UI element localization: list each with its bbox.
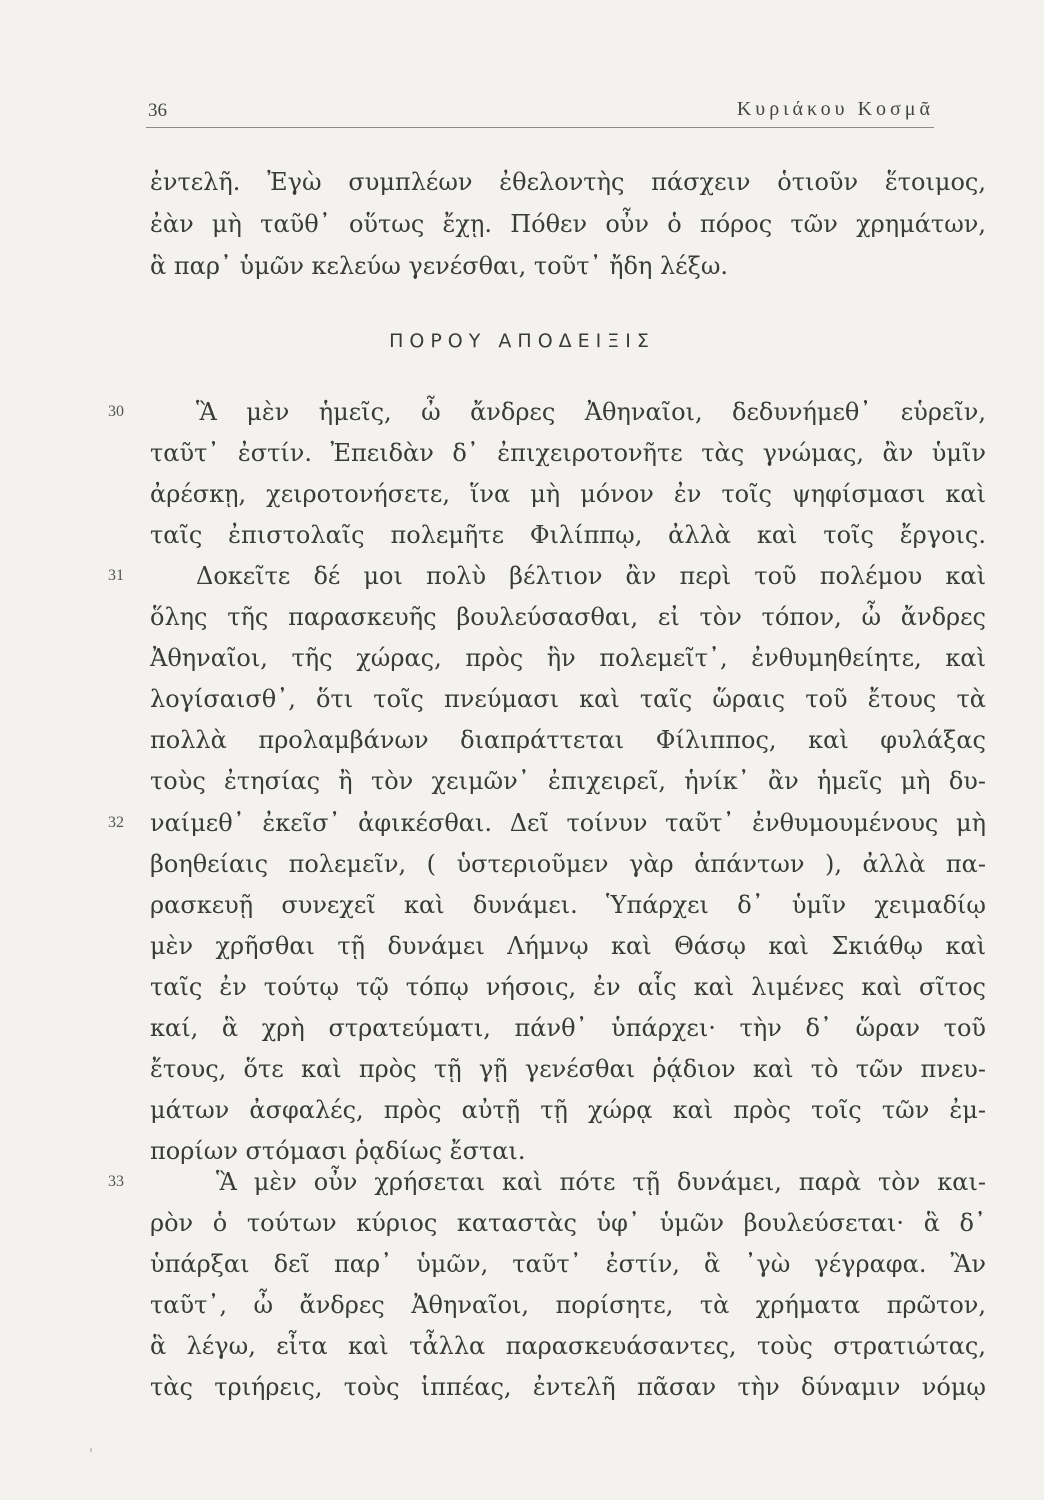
text-line: Ἀθηναῖοι, τῆς χώρας, πρὸς ἣν πολεμεῖτ᾽, ἐνθυμηθείητε, καὶ [150,644,986,672]
text-line: ὑπάρξαι δεῖ παρ᾽ ὑμῶν, ταῦτ᾽ ἐστίν, ἃ ᾽γὼ γέγραφα. Ἂν [150,1250,986,1278]
text-line: ταῖς ἐπιστολαῖς πολεμῆτε Φιλίππῳ, ἀλλὰ καὶ τοῖς ἔργοις. [150,521,986,549]
text-line: ἀρέσκῃ, χειροτονήσετε, ἵνα μὴ μόνον ἐν τοῖς ψηφίσμασι καὶ [150,480,986,508]
margin-section-number: 33 [108,1173,124,1190]
text-line: Ἃ μὲν ἡμεῖς, ὦ ἄνδρες Ἀθηναῖοι, δεδυνήμεθ᾽ εὑρεῖν, [196,398,986,426]
text-line: μὲν χρῆσθαι τῇ δυνάμει Λήμνῳ καὶ Θάσῳ καὶ Σκιάθῳ καὶ [150,932,986,960]
text-line: τοὺς ἐτησίας ἢ τὸν χειμῶν᾽ ἐπιχειρεῖ, ἡνίκ᾽ ἂν ἡμεῖς μὴ δυ- [150,767,986,795]
margin-section-number: 32 [108,814,124,831]
section-heading: ΠΟΡΟΥ ΑΠΟΔΕΙΞΙΣ [389,330,655,352]
text-line: Ἃ μὲν οὖν χρήσεται καὶ πότε τῇ δυνάμει, παρὰ τὸν και- [216,1168,986,1196]
text-line: Δοκεῖτε δέ μοι πολὺ βέλτιον ἂν περὶ τοῦ πολέμου καὶ [196,562,986,590]
text-line: ναίμεθ᾽ ἐκεῖσ᾽ ἀφικέσθαι. Δεῖ τοίνυν ταῦτ᾽ ἐνθυμουμένους μὴ [150,809,986,837]
running-head: Κυριάκου Κοσμᾶ [736,98,934,120]
text-line: ταῦτ᾽ ἐστίν. Ἐπειδὰν δ᾽ ἐπιχειροτονῆτε τὰς γνώμας, ἂν ὑμῖν [150,439,986,467]
text-line: ἃ λέγω, εἶτα καὶ τἆλλα παρασκευάσαντες, τοὺς στρατιώτας, [150,1332,986,1360]
text-line: ταῖς ἐν τούτῳ τῷ τόπῳ νήσοις, ἐν αἷς καὶ λιμένες καὶ σῖτος [150,973,986,1001]
text-line: μάτων ἀσφαλές, πρὸς αὐτῇ τῇ χώρᾳ καὶ πρὸς τοῖς τῶν ἐμ- [150,1096,986,1124]
margin-section-number: 31 [108,567,124,584]
text-line: καί, ἃ χρὴ στρατεύματι, πάνθ᾽ ὑπάρχει· τὴν δ᾽ ὥραν τοῦ [150,1014,986,1042]
text-line: ὅλης τῆς παρασκευῆς βουλεύσασθαι, εἰ τὸν τόπον, ὦ ἄνδρες [150,603,986,631]
text-line: ἔτους, ὅτε καὶ πρὸς τῇ γῇ γενέσθαι ῥᾴδιον καὶ τὸ τῶν πνευ- [150,1055,986,1083]
text-line: ἃ παρ᾽ ὑμῶν κελεύω γενέσθαι, τοῦτ᾽ ἤδη λέξω. [150,252,729,280]
text-line: βοηθείαις πολεμεῖν, ( ὑστεριοῦμεν γὰρ ἁπάντων ), ἀλλὰ πα- [150,850,986,878]
margin-section-number: 30 [108,403,124,420]
text-line: ρὸν ὁ τούτων κύριος καταστὰς ὑφ᾽ ὑμῶν βουλεύσεται· ἃ δ᾽ [150,1209,986,1237]
text-line: ρασκευῇ συνεχεῖ καὶ δυνάμει. Ὑπάρχει δ᾽ ὑμῖν χειμαδίῳ [150,891,986,919]
text-line: πορίων στόμασι ῥᾳδίως ἔσται. [150,1137,526,1165]
text-line: ἐὰν μὴ ταῦθ᾽ οὕτως ἔχῃ. Πόθεν οὖν ὁ πόρος τῶν χρημάτων, [150,210,986,238]
page-number: 36 [148,100,167,121]
text-line: ταῦτ᾽, ὦ ἄνδρες Ἀθηναῖοι, πορίσητε, τὰ χρήματα πρῶτον, [150,1291,986,1319]
header-rule [146,127,934,128]
text-line: λογίσαισθ᾽, ὅτι τοῖς πνεύμασι καὶ ταῖς ὥραις τοῦ ἔτους τὰ [150,685,986,713]
text-line: τὰς τριήρεις, τοὺς ἱππέας, ἐντελῆ πᾶσαν τὴν δύναμιν νόμῳ [150,1373,986,1401]
text-line: πολλὰ προλαμβάνων διαπράττεται Φίλιππος, καὶ φυλάξας [150,726,986,754]
paper-speck [90,1448,92,1452]
text-line: ἐντελῆ. Ἐγὼ συμπλέων ἐθελοντὴς πάσχειν ὁτιοῦν ἕτοιμος, [150,168,986,196]
